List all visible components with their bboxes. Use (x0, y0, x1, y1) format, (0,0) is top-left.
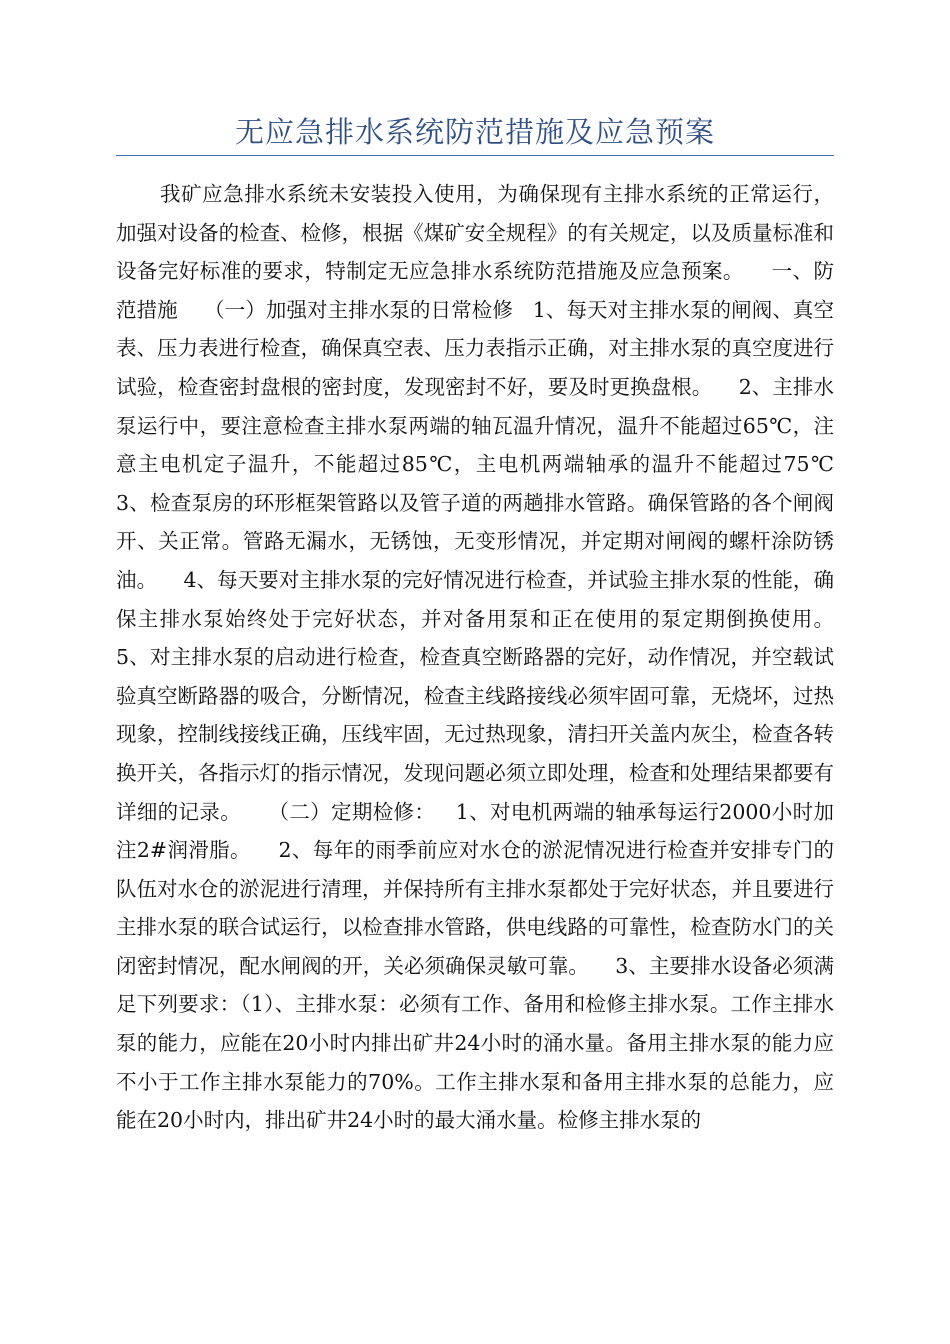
title-underline (116, 155, 834, 156)
document-title: 无应急排水系统防范措施及应急预案 (234, 115, 715, 149)
document-body: 我矿应急排水系统未安装投入使用，为确保现有主排水系统的正常运行，加强对设备的检查、检修，根据《煤矿安全规程》的有关规定，以及质量标准和设备完好标准的要求，特制定无应急排水系统防范措施及应急预案。 一、防范措施 （一）加强对主排水泵的日常检修 1、每天对主排水泵的闸阀、真空表、压力表进行检查，确保真空表、压力表指示正确，对主排水泵的真空度进行试验，检查密封盘根的密封度，发现密封不好，要及时更换盘根。 2、主排水泵运行中，要注意检查主排水泵两端的轴瓦温升情况，温升不能超过65℃，注意主电机定子温升，不能超过85℃，主电机两端轴承的温升不能超过75℃ 3、检查泵房的环形框架管路以及管子道的两趟排水管路。确保管路的各个闸阀开、关正常。管路无漏水，无锈蚀，无变形情况，并定期对闸阀的螺杆涂防锈油。 4、每天要对主排水泵的完好情况进行检查，并试验主排水泵的性能，确保主排水泵始终处于完好状态，并对备用泵和正在使用的泵定期倒换使用。 5、对主排水泵的启动进行检查，检查真空断路器的完好，动作情况，并空载试验真空断路器的吸合，分断情况，检查主线路接线必须牢固可靠，无烧坏，过热现象，控制线接线正确，压线牢固，无过热现象，清扫开关盖内灰尘，检查各转换开关，各指示灯的指示情况，发现问题必须立即处理，检查和处理结果都要有详细的记录。 （二）定期检修： 1、对电机两端的轴承每运行2000小时加注2#润滑脂。 2、每年的雨季前应对水仓的淤泥情况进行检查并安排专门的队伍对水仓的淤泥进行清理，并保持所有主排水泵都处于完好状态，并且要进行主排水泵的联合试运行，以检查排水管路，供电线路的可靠性，检查防水门的关闭密封情况，配水闸阀的开，关必须确保灵敏可靠。 3、主要排水设备必须满足下列要求：（1）、主排水泵：必须有工作、备用和检修主排水泵。工作主排水泵的能力，应能在20小时内排出矿井24小时的涌水量。备用主排水泵的能力应不小于工作主排水泵能力的70%。工作主排水泵和备用主排水泵的总能力，应能在20小时内，排出矿井24小时的最大涌水量。检修主排水泵的 (116, 182, 861, 1133)
